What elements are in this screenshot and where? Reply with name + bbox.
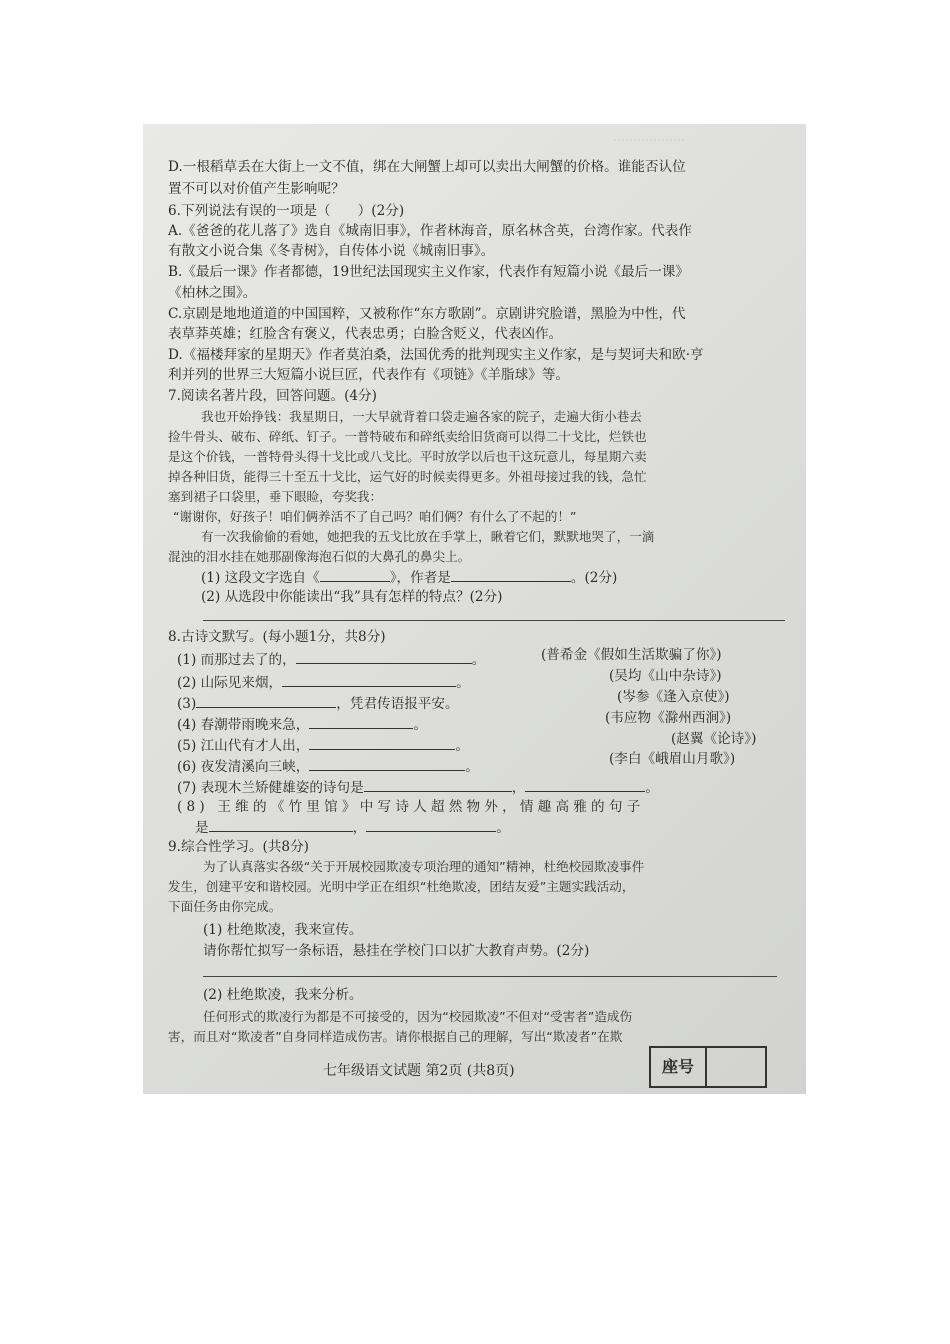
q8-item-6-text: (6) 夜发清溪向三峡， bbox=[177, 759, 310, 775]
author-blank[interactable] bbox=[451, 568, 571, 582]
q5-option-d-line1: D.一根稻草丢在大街上一文不值，绑在大闸蟹上却可以卖出大闸蟹的价格。谁能否认位 bbox=[168, 159, 686, 175]
q8-item-4-source: (韦应物《滁州西涧》) bbox=[605, 710, 732, 726]
q9-stem: 9.综合性学习。(共8分) bbox=[168, 839, 309, 855]
q7-sub1-text-a: (1) 这段文字选自《 bbox=[201, 570, 320, 586]
passage-line-3: 是这个价钱，一普特骨头得十戈比或八戈比。平时放学以后也干这玩意儿，每星期六卖 bbox=[168, 449, 647, 464]
passage-line-6: “谢谢你，好孩子！咱们俩养活不了自己吗？咱们俩？有什么了不起的！” bbox=[173, 509, 577, 524]
q8-item-7-text: (7) 表现木兰矫健雄姿的诗句是 bbox=[177, 780, 364, 796]
q7-sub2: (2) 从选段中你能读出“我”具有怎样的特点？(2分) bbox=[201, 589, 503, 605]
q7-answer-line[interactable] bbox=[203, 620, 785, 621]
seat-number-box bbox=[649, 1046, 767, 1088]
q8-item-8-text: 是 bbox=[195, 820, 209, 836]
q9-sub1: (1) 杜绝欺凌，我来宣传。 bbox=[203, 922, 363, 938]
q6-option-b-line1: B.《最后一课》作者都德，19世纪法国现实主义作家，代表作有短篇小说《最后一课》 bbox=[168, 264, 689, 280]
q8-item-4-blank[interactable] bbox=[309, 715, 413, 729]
passage-line-1: 我也开始挣钱：我星期日，一大早就背着口袋走遍各家的院子，走遍大街小巷去 bbox=[201, 409, 642, 424]
q8-item-2: (2) 山际见来烟， 。 bbox=[177, 675, 470, 691]
q5-option-d-line2: 置不可以对价值产生影响呢？ bbox=[168, 181, 345, 197]
q9-sub1-instruction: 请你帮忙拟写一条标语，悬挂在学校门口以扩大教育声势。(2分) bbox=[203, 943, 590, 959]
q8-item-3 bbox=[177, 694, 459, 713]
q9-slogan-answer-line[interactable] bbox=[203, 976, 777, 977]
q9-intro-line-2: 发生，创建平安和谐校园。光明中学正在组织“杜绝欺凌，团结友爱”主题实践活动， bbox=[168, 879, 635, 894]
q7-stem: 7.阅读名著片段，回答问题。(4分) bbox=[168, 388, 377, 404]
q6-option-d-line2: 利并列的世界三大短篇小说巨匠，代表作有《项链》《羊脂球》等。 bbox=[168, 367, 570, 383]
q6-option-a-line2: 有散文小说合集《冬青树》，自传体小说《城南旧事》。 bbox=[168, 243, 495, 259]
q8-item-1-text: (1) 而那过去了的， bbox=[177, 652, 296, 668]
q8-item-1-blank[interactable] bbox=[296, 650, 472, 664]
q8-item-6: (6) 夜发清溪向三峡， 。 bbox=[177, 759, 479, 775]
book-title-blank[interactable] bbox=[320, 568, 390, 582]
q7-sub1-text-b: 》，作者是 bbox=[389, 570, 451, 586]
passage-line-4: 掉各种旧货，能得三十至五十戈比，运气好的时候卖得更多。外祖母接过我的钱，急忙 bbox=[168, 469, 647, 484]
q8-item-8-answer: 是 ， 。 bbox=[195, 820, 510, 836]
q8-item-5-blank[interactable] bbox=[309, 736, 455, 750]
page-footer: 七年级语文试题 第2页 (共8页) bbox=[323, 1063, 515, 1079]
q9-sub2: (2) 杜绝欺凌，我来分析。 bbox=[203, 987, 363, 1003]
q9-sub2-line-1: 任何形式的欺凌行为都是不可接受的，因为“校园欺凌”不但对“受害者”造成伤 bbox=[203, 1009, 633, 1024]
q8-item-2-blank[interactable] bbox=[282, 673, 456, 687]
q8-item-4-text: (4) 春潮带雨晚来急， bbox=[177, 717, 310, 733]
q8-item-3-blank[interactable] bbox=[196, 694, 336, 708]
passage-line-2: 捡牛骨头、破布、碎纸、钉子。一普特破布和碎纸卖给旧货商可以得二十戈比，烂铁也 bbox=[168, 429, 647, 444]
q8-item-7: (7) 表现木兰矫健雄姿的诗句是 ， 。 bbox=[177, 780, 659, 796]
q6-option-d-line1: D.《福楼拜家的星期天》作者莫泊桑，法国优秀的批判现实主义作家，是与契诃夫和欧·亨 bbox=[168, 347, 704, 363]
q8-item-5: (5) 江山代有才人出， 。 bbox=[177, 738, 469, 754]
q8-item-4: (4) 春潮带雨晚来急， 。 bbox=[177, 717, 427, 733]
q9-intro-line-1: 为了认真落实各级“关于开展校园欺凌专项治理的通知”精神，杜绝校园欺凌事件 bbox=[203, 859, 645, 874]
passage-line-5: 塞到裙子口袋里，垂下眼睑，夸奖我： bbox=[168, 489, 383, 504]
exam-page-photo bbox=[143, 124, 806, 1094]
q8-item-2-source: (吴均《山中杂诗》) bbox=[609, 668, 722, 684]
q8-item-8-blank-2[interactable] bbox=[366, 818, 496, 832]
bleed-through-text: ……………… bbox=[613, 130, 685, 144]
q8-item-8: (8) 王维的《竹里馆》中写诗人超然物外，情趣高雅的句子 bbox=[177, 799, 645, 815]
q8-item-8-blank-1[interactable] bbox=[209, 818, 353, 832]
q8-item-6-blank[interactable] bbox=[309, 757, 465, 771]
q8-item-1: (1) 而那过去了的， 。 bbox=[177, 652, 486, 668]
q8-stem: 8.古诗文默写。(每小题1分，共8分) bbox=[168, 629, 386, 645]
q8-item-5-source: (赵翼《论诗》) bbox=[671, 731, 757, 747]
q8-item-6-source: (李白《峨眉山月歌》) bbox=[609, 751, 736, 767]
q8-item-7-blank-2[interactable] bbox=[525, 778, 645, 792]
q6-stem: 6.下列说法有误的一项是（ ）(2分) bbox=[168, 203, 405, 219]
q8-item-3-num: (3) bbox=[177, 696, 197, 712]
q6-option-c-line1: C.京剧是地地道道的中国国粹，又被称作“东方歌剧”。京剧讲究脸谱，黑脸为中性，代 bbox=[168, 306, 686, 322]
passage-line-7: 有一次我偷偷的看她，她把我的五戈比放在手掌上，瞅着它们，默默地哭了，一滴 bbox=[201, 529, 655, 544]
q8-item-2-text: (2) 山际见来烟， bbox=[177, 675, 283, 691]
q6-option-a-line1: A.《爸爸的花儿落了》选自《城南旧事》，作者林海音，原名林含英，台湾作家。代表作 bbox=[168, 223, 692, 239]
q6-option-b-line2: 《柏林之围》。 bbox=[168, 285, 257, 301]
passage-line-8: 混浊的泪水挂在她那副像海泡石似的大鼻孔的鼻尖上。 bbox=[168, 549, 471, 564]
q7-sub1 bbox=[201, 568, 617, 587]
q8-item-3-text: ，凭君传语报平安。 bbox=[336, 696, 459, 712]
q8-item-1-source: (普希金《假如生活欺骗了你》) bbox=[541, 647, 722, 663]
q6-option-c-line2: 表草莽英雄；红脸含有褒义，代表忠勇；白脸含贬义，代表凶作。 bbox=[168, 326, 563, 342]
q9-intro-line-3: 下面任务由你完成。 bbox=[168, 899, 282, 914]
q7-sub1-text-c: 。(2分) bbox=[570, 570, 618, 586]
q8-item-3-source: (岑参《逢入京使》) bbox=[617, 689, 730, 705]
q8-item-5-text: (5) 江山代有才人出， bbox=[177, 738, 310, 754]
q9-sub2-line-2: 害，而且对“欺凌者”自身同样造成伤害。请你根据自己的理解，写出“欺凌者”在欺 bbox=[168, 1029, 623, 1044]
q8-item-7-blank-1[interactable] bbox=[364, 778, 512, 792]
seat-label: 座号 bbox=[651, 1048, 707, 1086]
